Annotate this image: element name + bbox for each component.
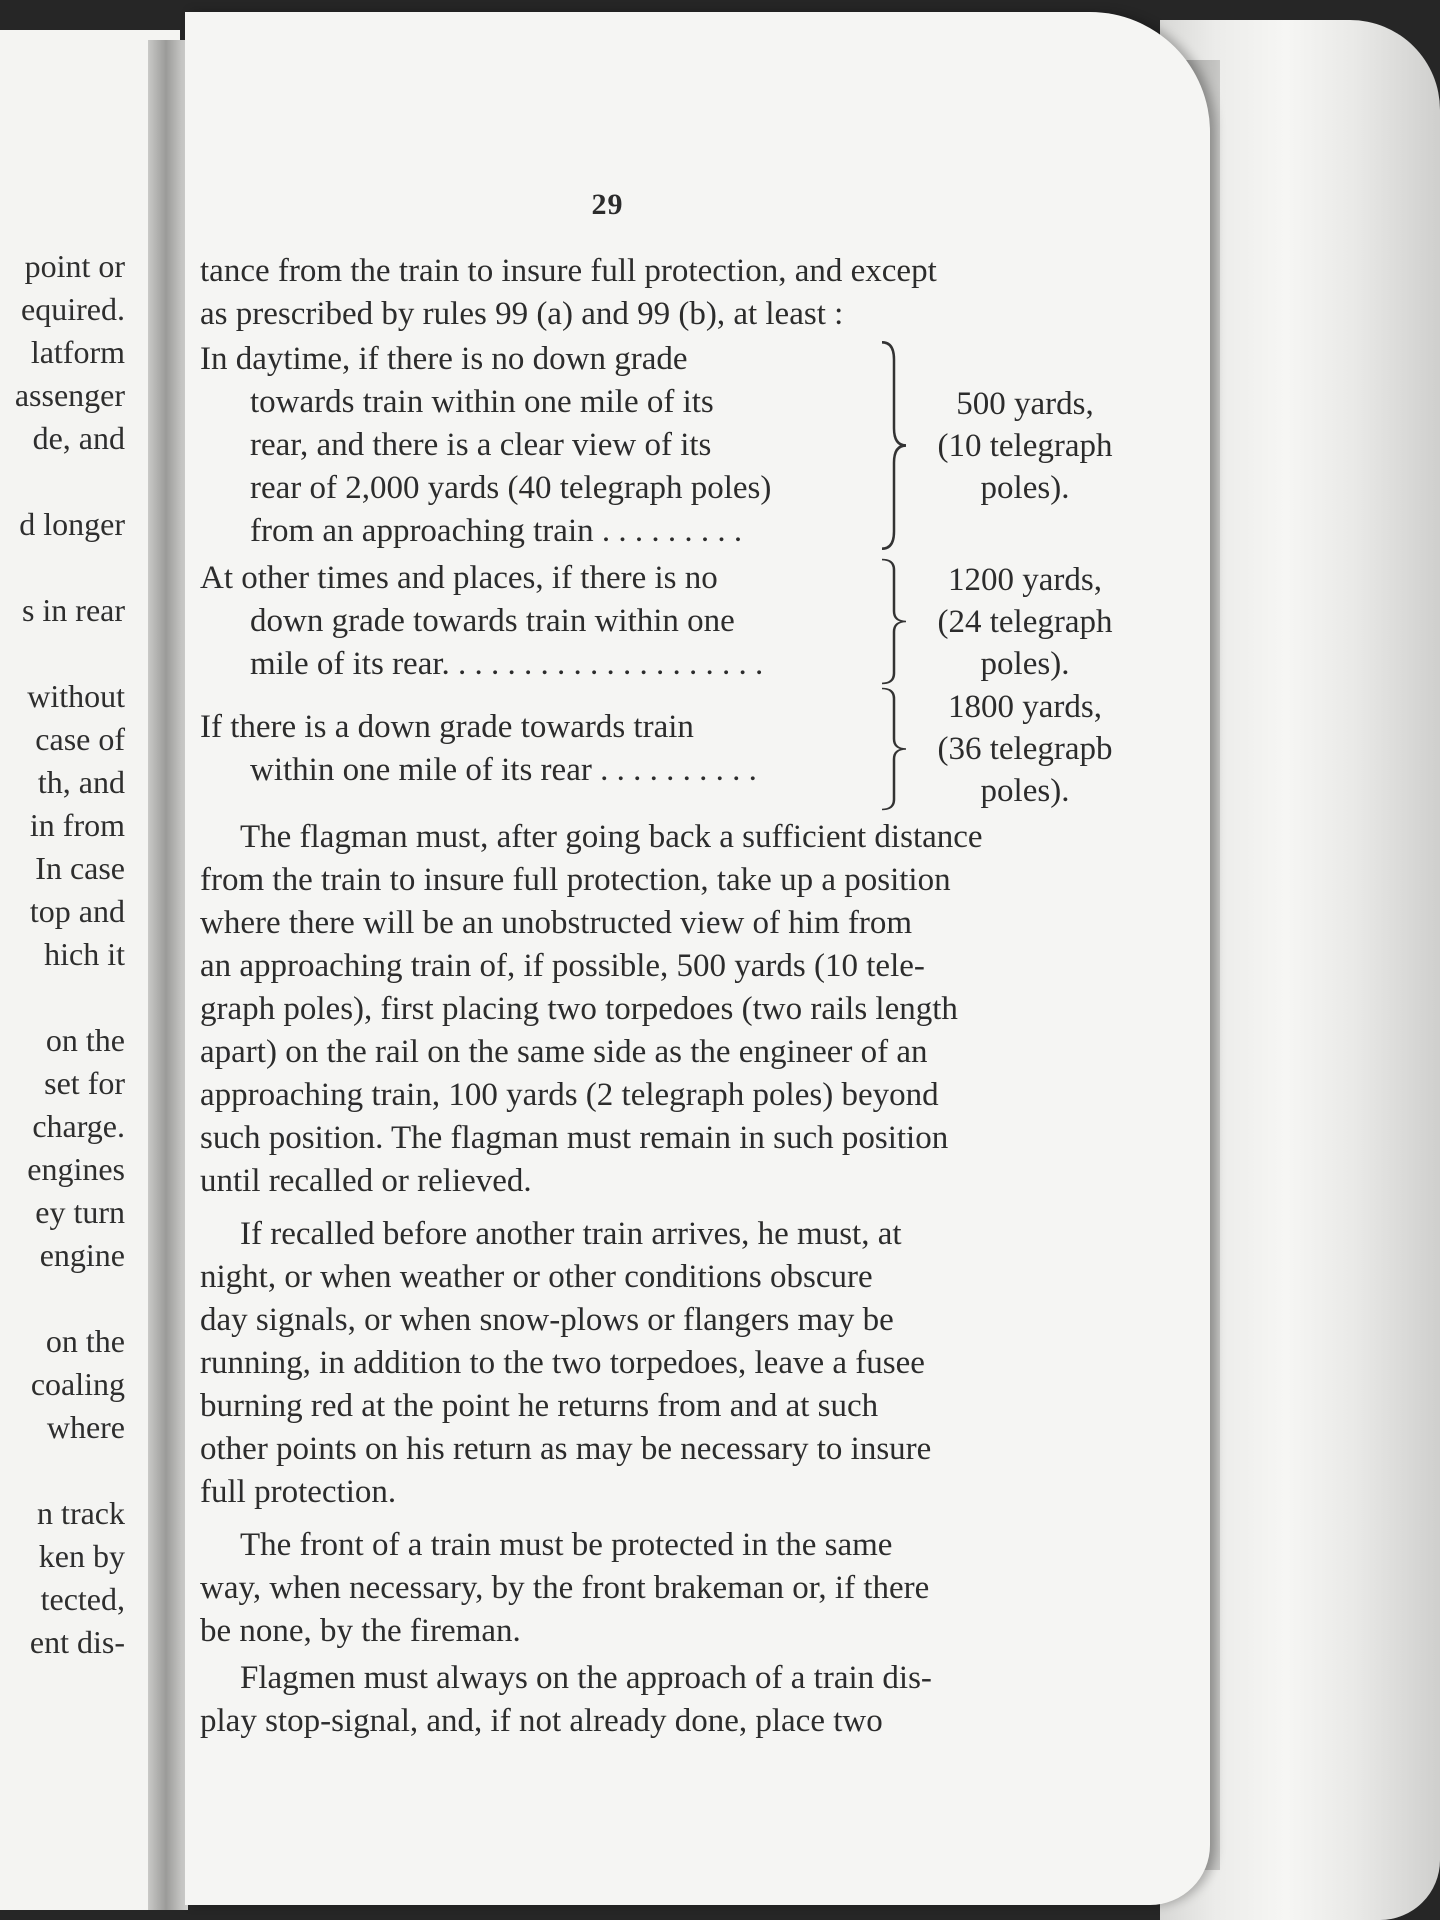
paragraph-line: from the train to insure full protection, take up a position (200, 862, 951, 898)
intro-line: tance from the train to insure full protection, and except (200, 253, 937, 289)
distance-line: (36 telegrapb (937, 731, 1113, 767)
left-page-line (15, 976, 125, 1019)
distance-rule-down-grade (200, 686, 1145, 812)
left-page-line: top and (29, 893, 125, 929)
brace-icon (880, 686, 910, 812)
distance-line: poles). (980, 645, 1070, 682)
intro-line: as prescribed by rules 99 (a) and 99 (b), at least : (200, 296, 844, 332)
paragraph-recalled (200, 1213, 1145, 1514)
left-page-line (15, 116, 125, 159)
distance-line: 500 yards, (956, 385, 1094, 422)
paragraph-line: full protection. (200, 1474, 397, 1510)
distance-rule-daytime (200, 338, 1145, 553)
left-page-line (15, 632, 125, 675)
paragraph-line: day signals, or when snow-plows or flangers may be (200, 1302, 894, 1338)
condition-line: from an approaching train . . . . . . . . . (250, 513, 743, 549)
condition-line: towards train within one mile of its (250, 384, 714, 420)
condition-line: within one mile of its rear . . . . . . . . . . (250, 752, 757, 788)
paragraph-line: If recalled before another train arrives, he must, at (240, 1216, 902, 1252)
paragraph-line: The front of a train must be protected in the same (240, 1527, 893, 1563)
paragraph-line: The flagman must, after going back a sufficient distance (240, 819, 983, 855)
condition-line: If there is a down grade towards train (200, 709, 694, 745)
left-page-line: ent dis- (29, 1624, 125, 1660)
left-page-line: in from (29, 807, 125, 843)
page-body (200, 250, 1145, 1743)
left-page-line: In case (35, 850, 125, 886)
page-number: 29 (591, 188, 624, 221)
left-page-line: de, and (32, 420, 125, 456)
left-page-line: tected, (40, 1581, 125, 1617)
condition-line: At other times and places, if there is no (200, 560, 718, 596)
left-page-line: ey turn (35, 1194, 125, 1230)
left-page-line: engine (39, 1237, 125, 1273)
distance-condition (200, 557, 880, 686)
distance-line: 1200 yards, (948, 561, 1102, 598)
brace-icon (880, 338, 910, 553)
main-page (185, 12, 1210, 1905)
left-page-text (15, 30, 125, 1664)
left-page-line: latform (30, 334, 125, 370)
paragraph-front-protection (200, 1524, 1145, 1653)
paragraph-line: where there will be an unobstructed view of him from (200, 905, 913, 941)
paragraph-line: an approaching train of, if possible, 500 yards (10 tele- (200, 948, 925, 984)
distance-line: (24 telegraph (937, 603, 1113, 640)
condition-line: In daytime, if there is no down grade (200, 341, 688, 377)
left-page-line (15, 73, 125, 116)
paragraph-line: burning red at the point he returns from and at such (200, 1388, 879, 1424)
distance-line: poles). (980, 773, 1070, 809)
left-page-line: hich it (44, 936, 125, 972)
paragraph-line: running, in addition to the two torpedoes, leave a fusee (200, 1345, 925, 1381)
condition-line: mile of its rear. . . . . . . . . . . . . . . . . . . . (250, 646, 764, 682)
paragraph-line: until recalled or relieved. (200, 1163, 532, 1199)
left-page-line: point or (24, 248, 125, 284)
distance-condition (200, 338, 880, 553)
brace-icon (880, 557, 910, 686)
left-page-line: n track (37, 1495, 125, 1531)
left-page-line: assenger (14, 377, 125, 413)
distance-line: poles). (980, 469, 1070, 506)
left-page-line: on the (45, 1022, 125, 1058)
distance-value (910, 559, 1140, 685)
left-page-line: on the (45, 1323, 125, 1359)
paragraph-line: such position. The flagman must remain in such position (200, 1120, 949, 1156)
left-page-line (15, 1277, 125, 1320)
left-page-line (15, 30, 125, 73)
left-page-line: engines (27, 1151, 125, 1187)
left-page-line: case of (35, 721, 125, 757)
left-page-line: d longer (19, 506, 125, 542)
left-page-line: ken by (38, 1538, 125, 1574)
distance-value (910, 383, 1140, 509)
left-page-line: charge. (32, 1108, 125, 1144)
left-page-line: without (27, 678, 125, 714)
distance-value (910, 686, 1140, 812)
condition-line: rear, and there is a clear view of its (250, 427, 712, 463)
paragraph-line: apart) on the rail on the same side as the engineer of an (200, 1034, 928, 1070)
paragraph-stop-signal (200, 1657, 1145, 1743)
paragraph-line: graph poles), first placing two torpedoes (two rails length (200, 991, 958, 1027)
distance-rule-other-times (200, 557, 1145, 686)
distance-condition (200, 706, 880, 792)
distance-line: 1800 yards, (948, 689, 1102, 725)
left-page-line: equired. (21, 291, 125, 327)
paragraph-line: approaching train, 100 yards (2 telegraph poles) beyond (200, 1077, 939, 1113)
distance-line: (10 telegraph (937, 427, 1113, 464)
intro-paragraph (200, 250, 1145, 336)
paragraph-line: Flagmen must always on the approach of a train dis- (240, 1660, 932, 1696)
condition-line: rear of 2,000 yards (40 telegraph poles) (250, 470, 772, 506)
left-page-line: set for (44, 1065, 125, 1101)
left-page-line (15, 460, 125, 503)
paragraph-line: play stop-signal, and, if not already done, place two (200, 1703, 883, 1739)
paragraph-line: night, or when weather or other conditions obscure (200, 1259, 873, 1295)
paragraph-line: other points on his return as may be necessary to insure (200, 1431, 932, 1467)
book-gutter (148, 40, 188, 1910)
left-page-line: coaling (30, 1366, 125, 1402)
left-page-line: s in rear (21, 592, 125, 628)
left-page-line: th, and (37, 764, 125, 800)
paragraph-line: be none, by the fireman. (200, 1613, 521, 1649)
left-page-line: where (46, 1409, 125, 1445)
condition-line: down grade towards train within one (250, 603, 735, 639)
left-page-line (15, 1449, 125, 1492)
left-page-line (15, 546, 125, 589)
paragraph-line: way, when necessary, by the front brakeman or, if there (200, 1570, 930, 1606)
paragraph-flagman-position (200, 816, 1145, 1203)
